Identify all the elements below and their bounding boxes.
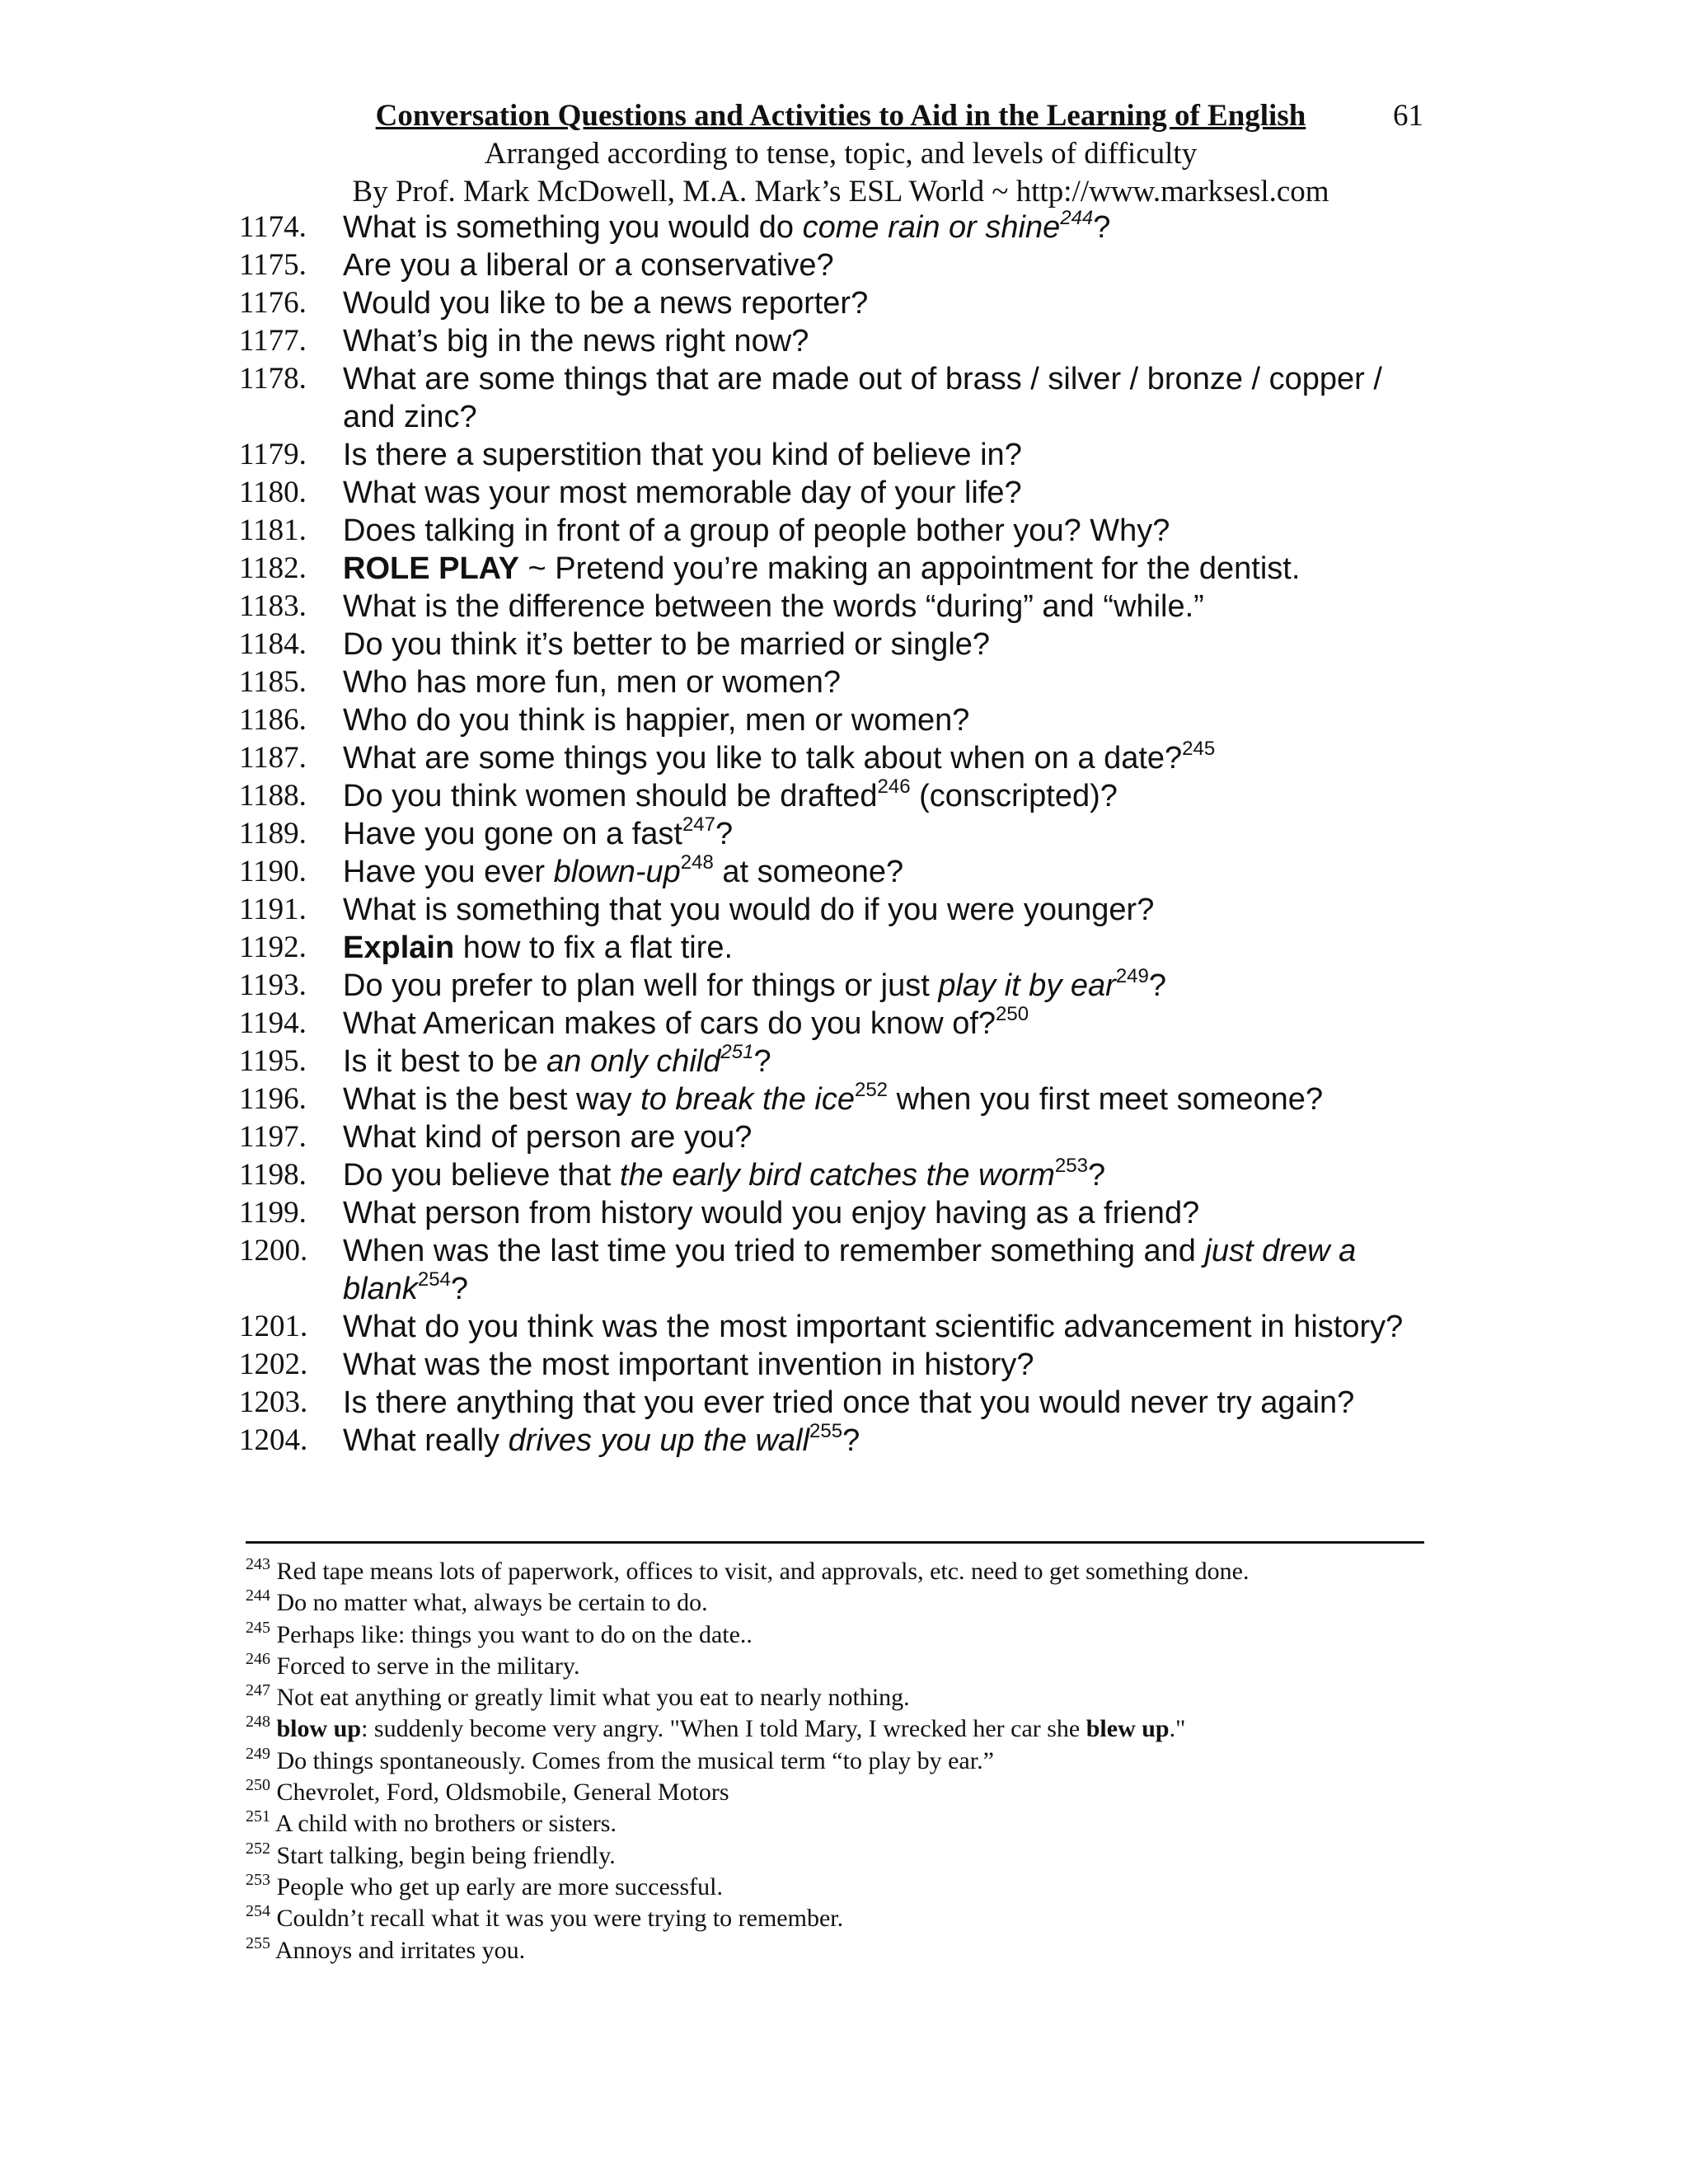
- footnote-item: [246, 1682, 1441, 1713]
- question-number: 1188.: [239, 779, 307, 813]
- footnote-text: Start talking, begin being friendly.: [270, 1841, 616, 1869]
- question-text: [343, 1080, 1439, 1118]
- question-text-segment: Do you think women should be drafted: [343, 779, 878, 813]
- question-text-segment: Are you a liberal or a conservative?: [343, 248, 834, 283]
- footnote-item: [246, 1713, 1441, 1745]
- page-number: 61: [1393, 99, 1423, 133]
- question-item: [239, 626, 1442, 663]
- question-text: [343, 701, 1439, 739]
- question-text-segment: the early bird catches the worm: [619, 1158, 1055, 1193]
- question-number: 1174.: [239, 210, 307, 244]
- question-item: [239, 853, 1442, 891]
- footnote-reference: 250: [996, 1003, 1029, 1025]
- question-text-segment: Would you like to be a news reporter?: [343, 286, 869, 321]
- footnote-text: blew up: [1085, 1715, 1170, 1743]
- question-text: [343, 284, 1439, 322]
- question-text: [343, 1118, 1439, 1156]
- footnote-item: [246, 1935, 1441, 1966]
- question-item: [239, 1308, 1442, 1346]
- question-number: 1179.: [239, 438, 307, 471]
- question-number: 1185.: [239, 665, 307, 699]
- footnote-item: [246, 1556, 1441, 1587]
- page-subtitle: Arranged according to tense, topic, and levels of difficulty: [484, 137, 1198, 171]
- question-text-segment: When was the last time you tried to remember something and: [343, 1234, 1205, 1268]
- question-text: [343, 967, 1439, 1005]
- question-text: [343, 777, 1439, 815]
- question-text-segment: ?: [450, 1272, 469, 1306]
- footnote-number: 249: [246, 1744, 270, 1763]
- page-title: Conversation Questions and Activities to Aid in the Learning of English: [375, 99, 1306, 133]
- question-item: [239, 1156, 1442, 1194]
- footnote-text: Chevrolet, Ford, Oldsmobile, General Motors: [270, 1779, 729, 1807]
- question-item: [239, 209, 1442, 246]
- question-text: [343, 929, 1439, 967]
- question-item: [239, 815, 1442, 853]
- footnote-item: [246, 1746, 1441, 1777]
- question-text: [343, 436, 1439, 474]
- question-number: 1181.: [239, 513, 307, 547]
- question-text: [343, 1384, 1439, 1422]
- question-text: [343, 512, 1439, 550]
- question-text-segment: how to fix a flat tire.: [454, 930, 734, 965]
- question-item: [239, 474, 1442, 512]
- footnote-text: [270, 1715, 277, 1742]
- question-text-segment: What is the difference between the words “during” and “while.”: [343, 589, 1204, 624]
- question-number: 1178.: [239, 362, 307, 396]
- question-number: 1203.: [239, 1385, 308, 1419]
- question-text-segment: ~ Pretend you’re making an appointment for the dentist.: [518, 551, 1301, 586]
- question-text-segment: What was the most important invention in history?: [343, 1347, 1034, 1382]
- question-text-segment: ?: [1093, 210, 1111, 245]
- question-text-segment: blown-up: [553, 855, 681, 889]
- footnote-reference: 244: [1060, 207, 1094, 229]
- question-item: [239, 550, 1442, 588]
- question-number: 1184.: [239, 627, 307, 661]
- question-text-segment: What are some things you like to talk about when on a date?: [343, 741, 1183, 776]
- question-number: 1186.: [239, 703, 307, 737]
- footnote-item: [246, 1587, 1441, 1619]
- footnote-reference: 254: [417, 1268, 451, 1291]
- footnote-reference: 246: [877, 776, 911, 798]
- question-text: [343, 474, 1439, 512]
- question-text-segment: What kind of person are you?: [343, 1120, 753, 1155]
- question-text-segment: ?: [1148, 968, 1166, 1003]
- footnote-text: Annoys and irritates you.: [270, 1936, 526, 1964]
- question-number: 1197.: [239, 1120, 307, 1154]
- question-number: 1192.: [239, 930, 307, 964]
- question-number: 1180.: [239, 476, 307, 509]
- footnote-number: 247: [246, 1681, 270, 1700]
- footnote-text: Not eat anything or greatly limit what you eat to nearly nothing.: [270, 1684, 910, 1712]
- question-text-segment: play it by ear: [938, 968, 1116, 1003]
- question-item: [239, 1043, 1442, 1080]
- question-text-segment: What’s big in the news right now?: [343, 324, 809, 359]
- question-number: 1196.: [239, 1082, 307, 1116]
- question-number: 1191.: [239, 893, 307, 926]
- footnote-reference: 247: [682, 813, 715, 836]
- question-text-segment: Have you ever: [343, 855, 554, 889]
- question-text-segment: an only child: [546, 1044, 721, 1079]
- footnote-reference: 252: [854, 1079, 889, 1101]
- footnote-number: 243: [246, 1555, 270, 1573]
- footnote-number: 254: [246, 1902, 270, 1921]
- question-text: [343, 626, 1439, 663]
- footnote-item: [246, 1619, 1441, 1651]
- question-item: [239, 1384, 1442, 1422]
- question-text: [343, 1005, 1439, 1043]
- question-text-segment: Explain: [343, 930, 455, 965]
- question-text: [343, 550, 1439, 588]
- question-text: [343, 815, 1439, 853]
- question-number: 1204.: [239, 1423, 308, 1457]
- question-text-segment: drives you up the wall: [508, 1423, 810, 1458]
- question-text-segment: when you first meet someone?: [888, 1082, 1324, 1117]
- question-text: [343, 246, 1439, 284]
- question-text: [343, 1232, 1439, 1308]
- footnote-reference: 249: [1115, 965, 1149, 987]
- question-text: [343, 891, 1439, 929]
- question-number: 1187.: [239, 741, 307, 775]
- question-item: [239, 1005, 1442, 1043]
- question-text-segment: What do you think was the most important scientific advancement in history?: [343, 1310, 1404, 1344]
- question-text-segment: What is the best way: [343, 1082, 641, 1117]
- question-item: [239, 967, 1442, 1005]
- question-text: [343, 322, 1439, 360]
- footnote-number: 252: [246, 1839, 270, 1858]
- question-text-segment: Is it best to be: [343, 1044, 547, 1079]
- question-item: [239, 1080, 1442, 1118]
- question-item: [239, 436, 1442, 474]
- question-number: 1177.: [239, 324, 307, 358]
- question-text-segment: What American makes of cars do you know of?: [343, 1006, 996, 1041]
- footnote-text: Couldn’t recall what it was you were trying to remember.: [270, 1905, 844, 1933]
- footnote-text: Perhaps like: things you want to do on the date..: [270, 1620, 753, 1648]
- question-text: [343, 1422, 1439, 1460]
- question-text-segment: Who do you think is happier, men or women?: [343, 703, 970, 738]
- question-item: [239, 512, 1442, 550]
- question-text: [343, 209, 1439, 246]
- author-byline: By Prof. Mark McDowell, M.A. Mark’s ESL World ~ http://www.marksesl.com: [352, 175, 1329, 209]
- footnote-number: 244: [246, 1586, 270, 1605]
- question-text-segment: ?: [753, 1044, 771, 1079]
- question-item: [239, 588, 1442, 626]
- question-item: [239, 360, 1442, 436]
- question-item: [239, 663, 1442, 701]
- question-item: [239, 891, 1442, 929]
- question-list: [239, 209, 1442, 1460]
- question-text: [343, 1156, 1439, 1194]
- footnote-separator: [246, 1541, 1424, 1544]
- question-text-segment: What really: [343, 1423, 509, 1458]
- question-number: 1176.: [239, 286, 307, 320]
- footnote-reference: 251: [720, 1041, 754, 1063]
- question-text: [343, 663, 1439, 701]
- question-text-segment: Does talking in front of a group of people bother you? Why?: [343, 513, 1170, 548]
- question-item: [239, 1194, 1442, 1232]
- question-number: 1199.: [239, 1196, 307, 1230]
- question-item: [239, 322, 1442, 360]
- footnote-number: 245: [246, 1618, 270, 1637]
- question-text-segment: What was your most memorable day of your life?: [343, 476, 1022, 510]
- question-text-segment: Who has more fun, men or women?: [343, 665, 842, 700]
- footnote-text: : suddenly become very angry. "When I told Mary, I wrecked her car she: [361, 1715, 1086, 1743]
- question-text-segment: What is something you would do: [343, 210, 803, 245]
- footnote-item: [246, 1872, 1441, 1903]
- footnote-number: 250: [246, 1776, 270, 1795]
- footnote-reference: 248: [680, 851, 714, 874]
- question-number: 1195.: [239, 1044, 307, 1078]
- question-text: [343, 1308, 1439, 1346]
- question-text-segment: Is there anything that you ever tried once that you would never try again?: [343, 1385, 1355, 1420]
- question-item: [239, 929, 1442, 967]
- question-number: 1198.: [239, 1158, 307, 1192]
- footnote-reference: 255: [809, 1420, 843, 1442]
- footnote-text: Forced to serve in the military.: [270, 1652, 580, 1680]
- question-item: [239, 739, 1442, 777]
- footnote-number: 248: [246, 1713, 270, 1732]
- footnote-text: Do no matter what, always be certain to do.: [270, 1589, 708, 1617]
- question-item: [239, 1232, 1442, 1308]
- question-number: 1190.: [239, 855, 307, 888]
- question-text-segment: ROLE PLAY: [343, 551, 519, 586]
- question-number: 1189.: [239, 817, 307, 851]
- question-text-segment: ?: [842, 1423, 860, 1458]
- footnote-text: .": [1169, 1715, 1186, 1743]
- footnote-number: 253: [246, 1870, 270, 1889]
- question-text-segment: What are some things that are made out of brass / silver / bronze / copper / and zinc?: [343, 362, 1382, 434]
- footnote-text: Red tape means lots of paperwork, offices to visit, and approvals, etc. need to get something done.: [270, 1558, 1250, 1585]
- question-item: [239, 284, 1442, 322]
- footnote-text: People who get up early are more successful.: [270, 1872, 723, 1900]
- question-item: [239, 777, 1442, 815]
- question-text: [343, 360, 1439, 436]
- footnote-reference: 253: [1054, 1155, 1088, 1177]
- footnote-item: [246, 1808, 1441, 1840]
- question-text-segment: ?: [1087, 1158, 1106, 1193]
- question-number: 1201.: [239, 1310, 308, 1343]
- question-text-segment: Do you think it’s better to be married or single?: [343, 627, 991, 662]
- footnote-number: 246: [246, 1649, 270, 1668]
- footnote-list: [246, 1556, 1441, 1966]
- question-text-segment: What is something that you would do if you were younger?: [343, 893, 1155, 927]
- question-number: 1182.: [239, 551, 307, 585]
- question-text-segment: Is there a superstition that you kind of believe in?: [343, 438, 1022, 472]
- question-text: [343, 588, 1439, 626]
- question-number: 1202.: [239, 1347, 308, 1381]
- question-text-segment: just drew a blank: [343, 1234, 1357, 1306]
- question-number: 1193.: [239, 968, 307, 1002]
- question-text-segment: ?: [715, 817, 734, 851]
- question-text-segment: Have you gone on a fast: [343, 817, 682, 851]
- footnote-item: [246, 1840, 1441, 1872]
- question-text-segment: Do you prefer to plan well for things or just: [343, 968, 939, 1003]
- question-text-segment: at someone?: [713, 855, 904, 889]
- footnote-item: [246, 1903, 1441, 1934]
- footnote-text: blow up: [276, 1715, 362, 1743]
- footnote-reference: 245: [1182, 738, 1216, 760]
- footnote-item: [246, 1651, 1441, 1682]
- question-text: [343, 1194, 1439, 1232]
- question-text-segment: (conscripted)?: [910, 779, 1118, 813]
- question-number: 1183.: [239, 589, 307, 623]
- question-number: 1175.: [239, 248, 307, 282]
- footnote-number: 251: [246, 1807, 270, 1826]
- question-text: [343, 853, 1439, 891]
- question-text: [343, 739, 1439, 777]
- footnote-item: [246, 1777, 1441, 1808]
- question-text: [343, 1346, 1439, 1384]
- footnote-text: Do things spontaneously. Comes from the musical term “to play by ear.”: [270, 1746, 994, 1774]
- question-text: [343, 1043, 1439, 1080]
- question-text-segment: come rain or shine: [802, 210, 1061, 245]
- question-text-segment: to break the ice: [640, 1082, 855, 1117]
- question-text-segment: What person from history would you enjoy having as a friend?: [343, 1196, 1200, 1230]
- question-item: [239, 1346, 1442, 1384]
- question-item: [239, 1118, 1442, 1156]
- question-number: 1200.: [239, 1234, 308, 1268]
- footnote-text: A child with no brothers or sisters.: [270, 1810, 617, 1838]
- question-item: [239, 1422, 1442, 1460]
- question-item: [239, 246, 1442, 284]
- footnote-number: 255: [246, 1933, 270, 1952]
- question-number: 1194.: [239, 1006, 307, 1040]
- question-item: [239, 701, 1442, 739]
- question-text-segment: Do you believe that: [343, 1158, 620, 1193]
